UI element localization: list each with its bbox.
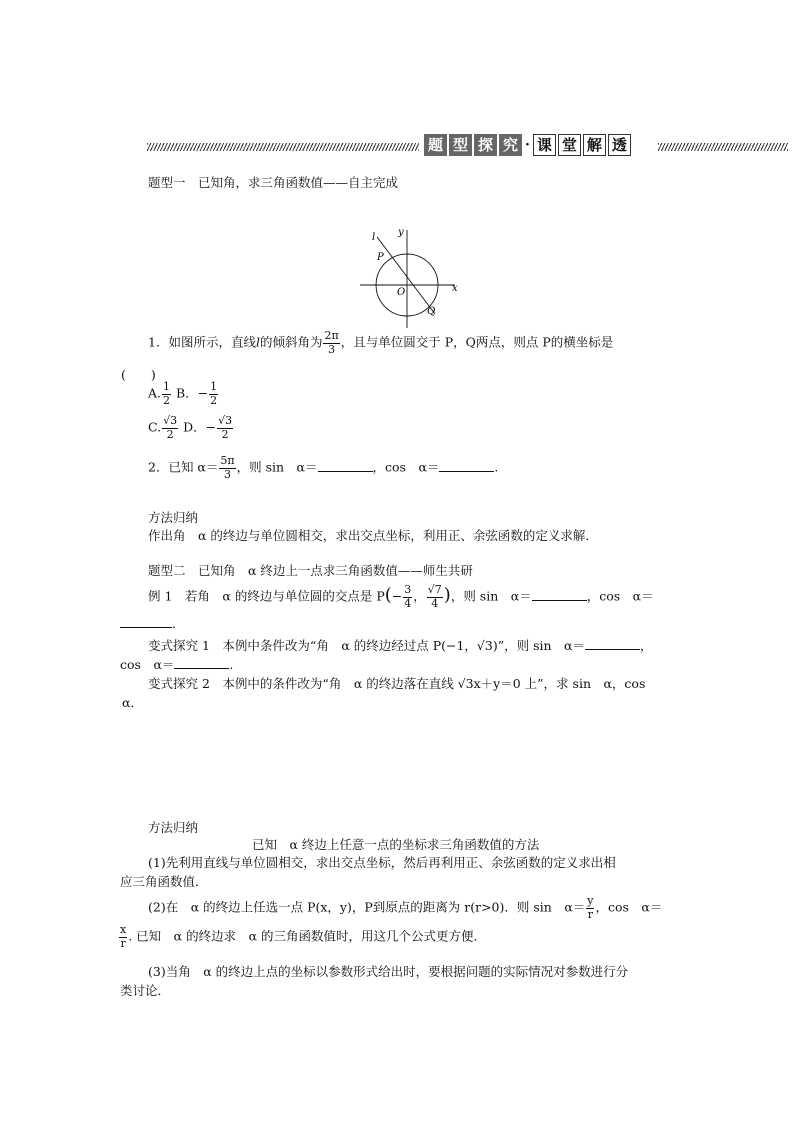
- type1-heading: 题型一 已知角，求三角函数值——自主完成: [148, 175, 399, 190]
- ex1-line2: [120, 616, 176, 631]
- q1-text: ，且与单位圆交于 P，Q两点，则点 P的横坐标是: [340, 334, 614, 350]
- var1-text: cos α＝: [120, 657, 175, 672]
- frac-den: 4: [431, 596, 439, 610]
- answer-blank[interactable]: [585, 649, 640, 650]
- question-2: [148, 455, 498, 481]
- q2-text: .: [494, 459, 499, 475]
- method2-p1b: 应三角函数值．: [120, 874, 208, 889]
- banner-hatch-right: [658, 143, 788, 151]
- q1-var: l: [255, 334, 260, 350]
- label-x: x: [452, 283, 458, 294]
- var1-text: ，: [639, 638, 653, 653]
- option-b-fraction: [209, 381, 218, 407]
- frac-num: x: [120, 923, 127, 936]
- q2-text: ，则 sin α＝: [236, 459, 318, 475]
- frac-num: 1: [163, 380, 171, 393]
- frac-den: 3: [223, 467, 231, 481]
- q2-text: 2．已知 α＝: [148, 459, 219, 475]
- method1-body: 作出角 α 的终边与单位圆相交，求出交点坐标，利用正、余弦函数的定义求解．: [148, 528, 598, 543]
- q1-answer-paren: ( ): [121, 367, 156, 382]
- frac-num: y: [587, 894, 594, 907]
- frac-num: 3: [404, 583, 412, 596]
- answer-blank[interactable]: [120, 627, 172, 628]
- frac-den: r: [120, 936, 126, 950]
- banner-char: 探: [474, 134, 497, 156]
- answer-blank[interactable]: [174, 668, 229, 669]
- banner-hatch-left: [147, 143, 419, 151]
- variant-1-line2: [120, 655, 233, 673]
- frac-den: 2: [166, 427, 174, 441]
- answer-blank[interactable]: [318, 471, 373, 472]
- frac-num: 5π: [220, 454, 235, 467]
- method2-p3b: 类讨论．: [120, 983, 171, 998]
- q1-options-cd: [148, 415, 234, 441]
- frac-den: 3: [328, 342, 336, 356]
- frac-den: 4: [404, 596, 412, 610]
- option-a-label: A.: [148, 385, 162, 401]
- variant-2-line2: α．: [122, 695, 143, 710]
- q1-text: 的倾斜角为: [259, 334, 323, 350]
- method2-p3a: (3)当角 α 的终边上点的坐标以参数形式给出时，要根据问题的实际情况对参数进行分: [148, 964, 629, 979]
- unit-circle-figure: [355, 222, 465, 332]
- banner-char: 型: [449, 134, 472, 156]
- option-d-fraction: [217, 415, 233, 441]
- p2-text: . 已知 α 的终边求 α 的三角函数值时，用这几个公式更方便．: [128, 928, 486, 944]
- frac-den: 2: [163, 393, 171, 407]
- answer-blank[interactable]: [439, 471, 494, 472]
- frac-num: √7: [427, 583, 442, 596]
- type2-heading: 题型二 已知角 α 终边上一点求三角函数值——师生共研: [148, 563, 473, 578]
- banner-char: 透: [608, 134, 631, 156]
- variant-1: [148, 636, 653, 654]
- method1-title: 方法归纳: [148, 510, 199, 525]
- var1-text: 变式探究 1 本例中条件改为“角 α 的终边经过点 P(−1，√3)”，则 sin α＝: [148, 638, 585, 653]
- q1-fraction: [323, 330, 339, 356]
- ex1-text: 例 1 若角 α 的终边与单位圆的交点是 P: [148, 588, 385, 604]
- option-c-label: C.: [148, 419, 162, 435]
- var1-text: .: [229, 657, 234, 672]
- banner-char: 堂: [558, 134, 581, 156]
- method2-p1a: (1)先利用直线与单位圆相交，求出交点坐标，然后再利用正、余弦函数的定义求出相: [148, 855, 616, 870]
- question-1: [148, 330, 613, 356]
- section-banner: [424, 133, 633, 157]
- q2-fraction: [219, 455, 235, 481]
- frac-num: 2π: [324, 329, 339, 342]
- frac-den: r: [587, 907, 593, 921]
- paren-close: ): [443, 584, 451, 606]
- label-o: O: [397, 287, 406, 298]
- frac-num: √3: [163, 414, 178, 427]
- q2-text: ，cos α＝: [372, 459, 440, 475]
- method2-subtitle: 已知 α 终边上任意一点的坐标求三角函数值的方法: [252, 837, 540, 852]
- ex1-fraction-x: [403, 584, 412, 610]
- label-l: l: [372, 232, 376, 243]
- option-a-fraction: [162, 381, 171, 407]
- banner-char: 课: [533, 134, 556, 156]
- banner-char: 题: [424, 134, 447, 156]
- cos-fraction: [119, 924, 127, 950]
- method2-title: 方法归纳: [148, 820, 199, 835]
- label-p: P: [377, 252, 384, 263]
- frac-num: √3: [218, 414, 233, 427]
- ex1-text: ，则 sin α＝: [450, 588, 532, 604]
- answer-blank[interactable]: [532, 600, 587, 601]
- frac-den: 2: [210, 393, 218, 407]
- banner-dot: ·: [525, 137, 530, 153]
- sin-fraction: [586, 895, 594, 921]
- ex1-text: .: [172, 616, 176, 631]
- paren-open: (: [384, 584, 392, 606]
- frac-den: 2: [221, 427, 229, 441]
- label-q: Q: [427, 306, 436, 317]
- method2-p2c: [118, 924, 486, 950]
- example-1: 例 1 若角 α 的终边与单位圆的交点是 P(− $\frac{3}{4}$ ， $\frac{√7}{4}$ )，则 sin α＝ ，cos α＝: [148, 583, 654, 610]
- ex1-text: ，cos α＝: [586, 588, 654, 604]
- frac-num: 1: [210, 380, 218, 393]
- option-d-label: D．−: [179, 419, 217, 435]
- option-b-label: B．−: [172, 385, 209, 401]
- option-c-fraction: [162, 415, 178, 441]
- banner-char: 究: [499, 134, 522, 156]
- q1-text: 1．如图所示，直线: [148, 334, 256, 350]
- banner-char: 解: [583, 134, 606, 156]
- variant-2: 变式探究 2 本例中的条件改为“角 α 的终边落在直线 √3x＋y＝0 上”，求 sin α，cos: [148, 676, 646, 691]
- q1-options-ab: [148, 381, 219, 407]
- p2-text: ，cos α＝: [595, 899, 663, 915]
- label-y: y: [398, 227, 404, 238]
- p2-text: (2)在 α 的终边上任选一点 P(x，y)，P到原点的距离为 r(r>0)．则 sin α＝: [148, 899, 586, 915]
- line-l: [377, 237, 435, 314]
- method2-p2a: [148, 895, 662, 921]
- ex1-fraction-y: [427, 584, 443, 610]
